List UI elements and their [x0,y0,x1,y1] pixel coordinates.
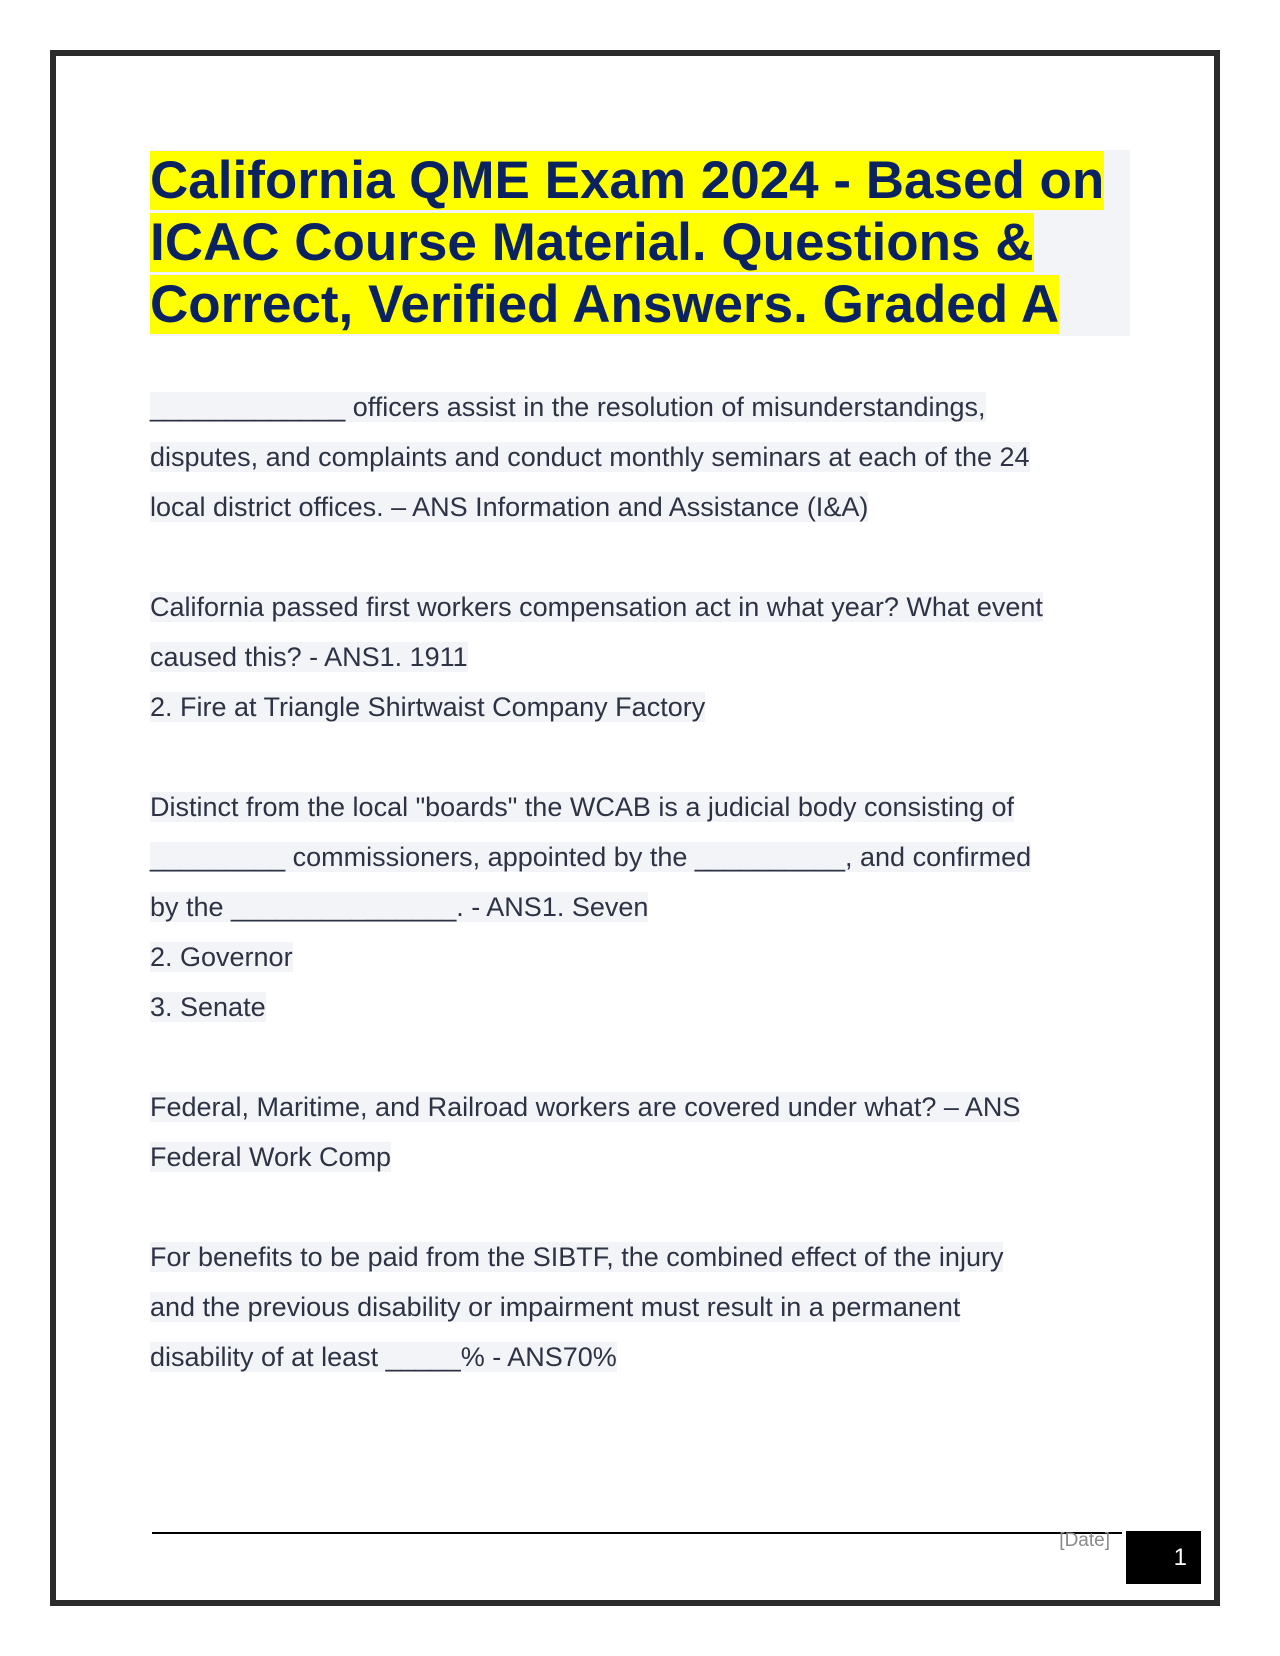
qa-line: Federal, Maritime, and Railroad workers are covered under what? – ANS [150,1092,1021,1122]
footer-rule [152,1532,1122,1534]
qa-line: caused this? - ANS1. 1911 [150,642,468,672]
qa-line: 3. Senate [150,992,266,1022]
qa-list [150,382,1130,1382]
qa-item [150,782,1130,1032]
title-block [150,150,1130,336]
qa-line: Distinct from the local "boards" the WCAB is a judicial body consisting of [150,792,1015,822]
qa-line: by the _______________. - ANS1. Seven [150,892,649,922]
qa-line: _____________ officers assist in the resolution of misunderstandings, [150,392,986,422]
qa-line: _________ commissioners, appointed by the __________, and confirmed [150,842,1032,872]
footer-date: [Date] [1059,1530,1110,1551]
qa-line: and the previous disability or impairment must result in a permanent [150,1292,961,1322]
title-text: California QME Exam 2024 - Based on ICAC Course Material. Questions & Correct, Verified Answers. Graded A [150,151,1105,334]
qa-line: California passed first workers compensation act in what year? What event [150,592,1043,622]
qa-line: 2. Governor [150,942,293,972]
qa-line: 2. Fire at Triangle Shirtwaist Company Factory [150,692,706,722]
qa-line: Federal Work Comp [150,1142,392,1172]
document-body [150,150,1130,1432]
qa-item [150,1082,1130,1182]
document-title [150,150,1130,336]
qa-line: For benefits to be paid from the SIBTF, the combined effect of the injury [150,1242,1004,1272]
qa-item [150,1232,1130,1382]
page-number-text: 1 [1173,1543,1187,1571]
qa-line: disputes, and complaints and conduct monthly seminars at each of the 24 [150,442,1030,472]
page-number [1126,1531,1201,1584]
qa-line: local district offices. – ANS Information and Assistance (I&A) [150,492,869,522]
qa-line: disability of at least _____% - ANS70% [150,1342,617,1372]
qa-item [150,582,1130,732]
qa-item [150,382,1130,532]
